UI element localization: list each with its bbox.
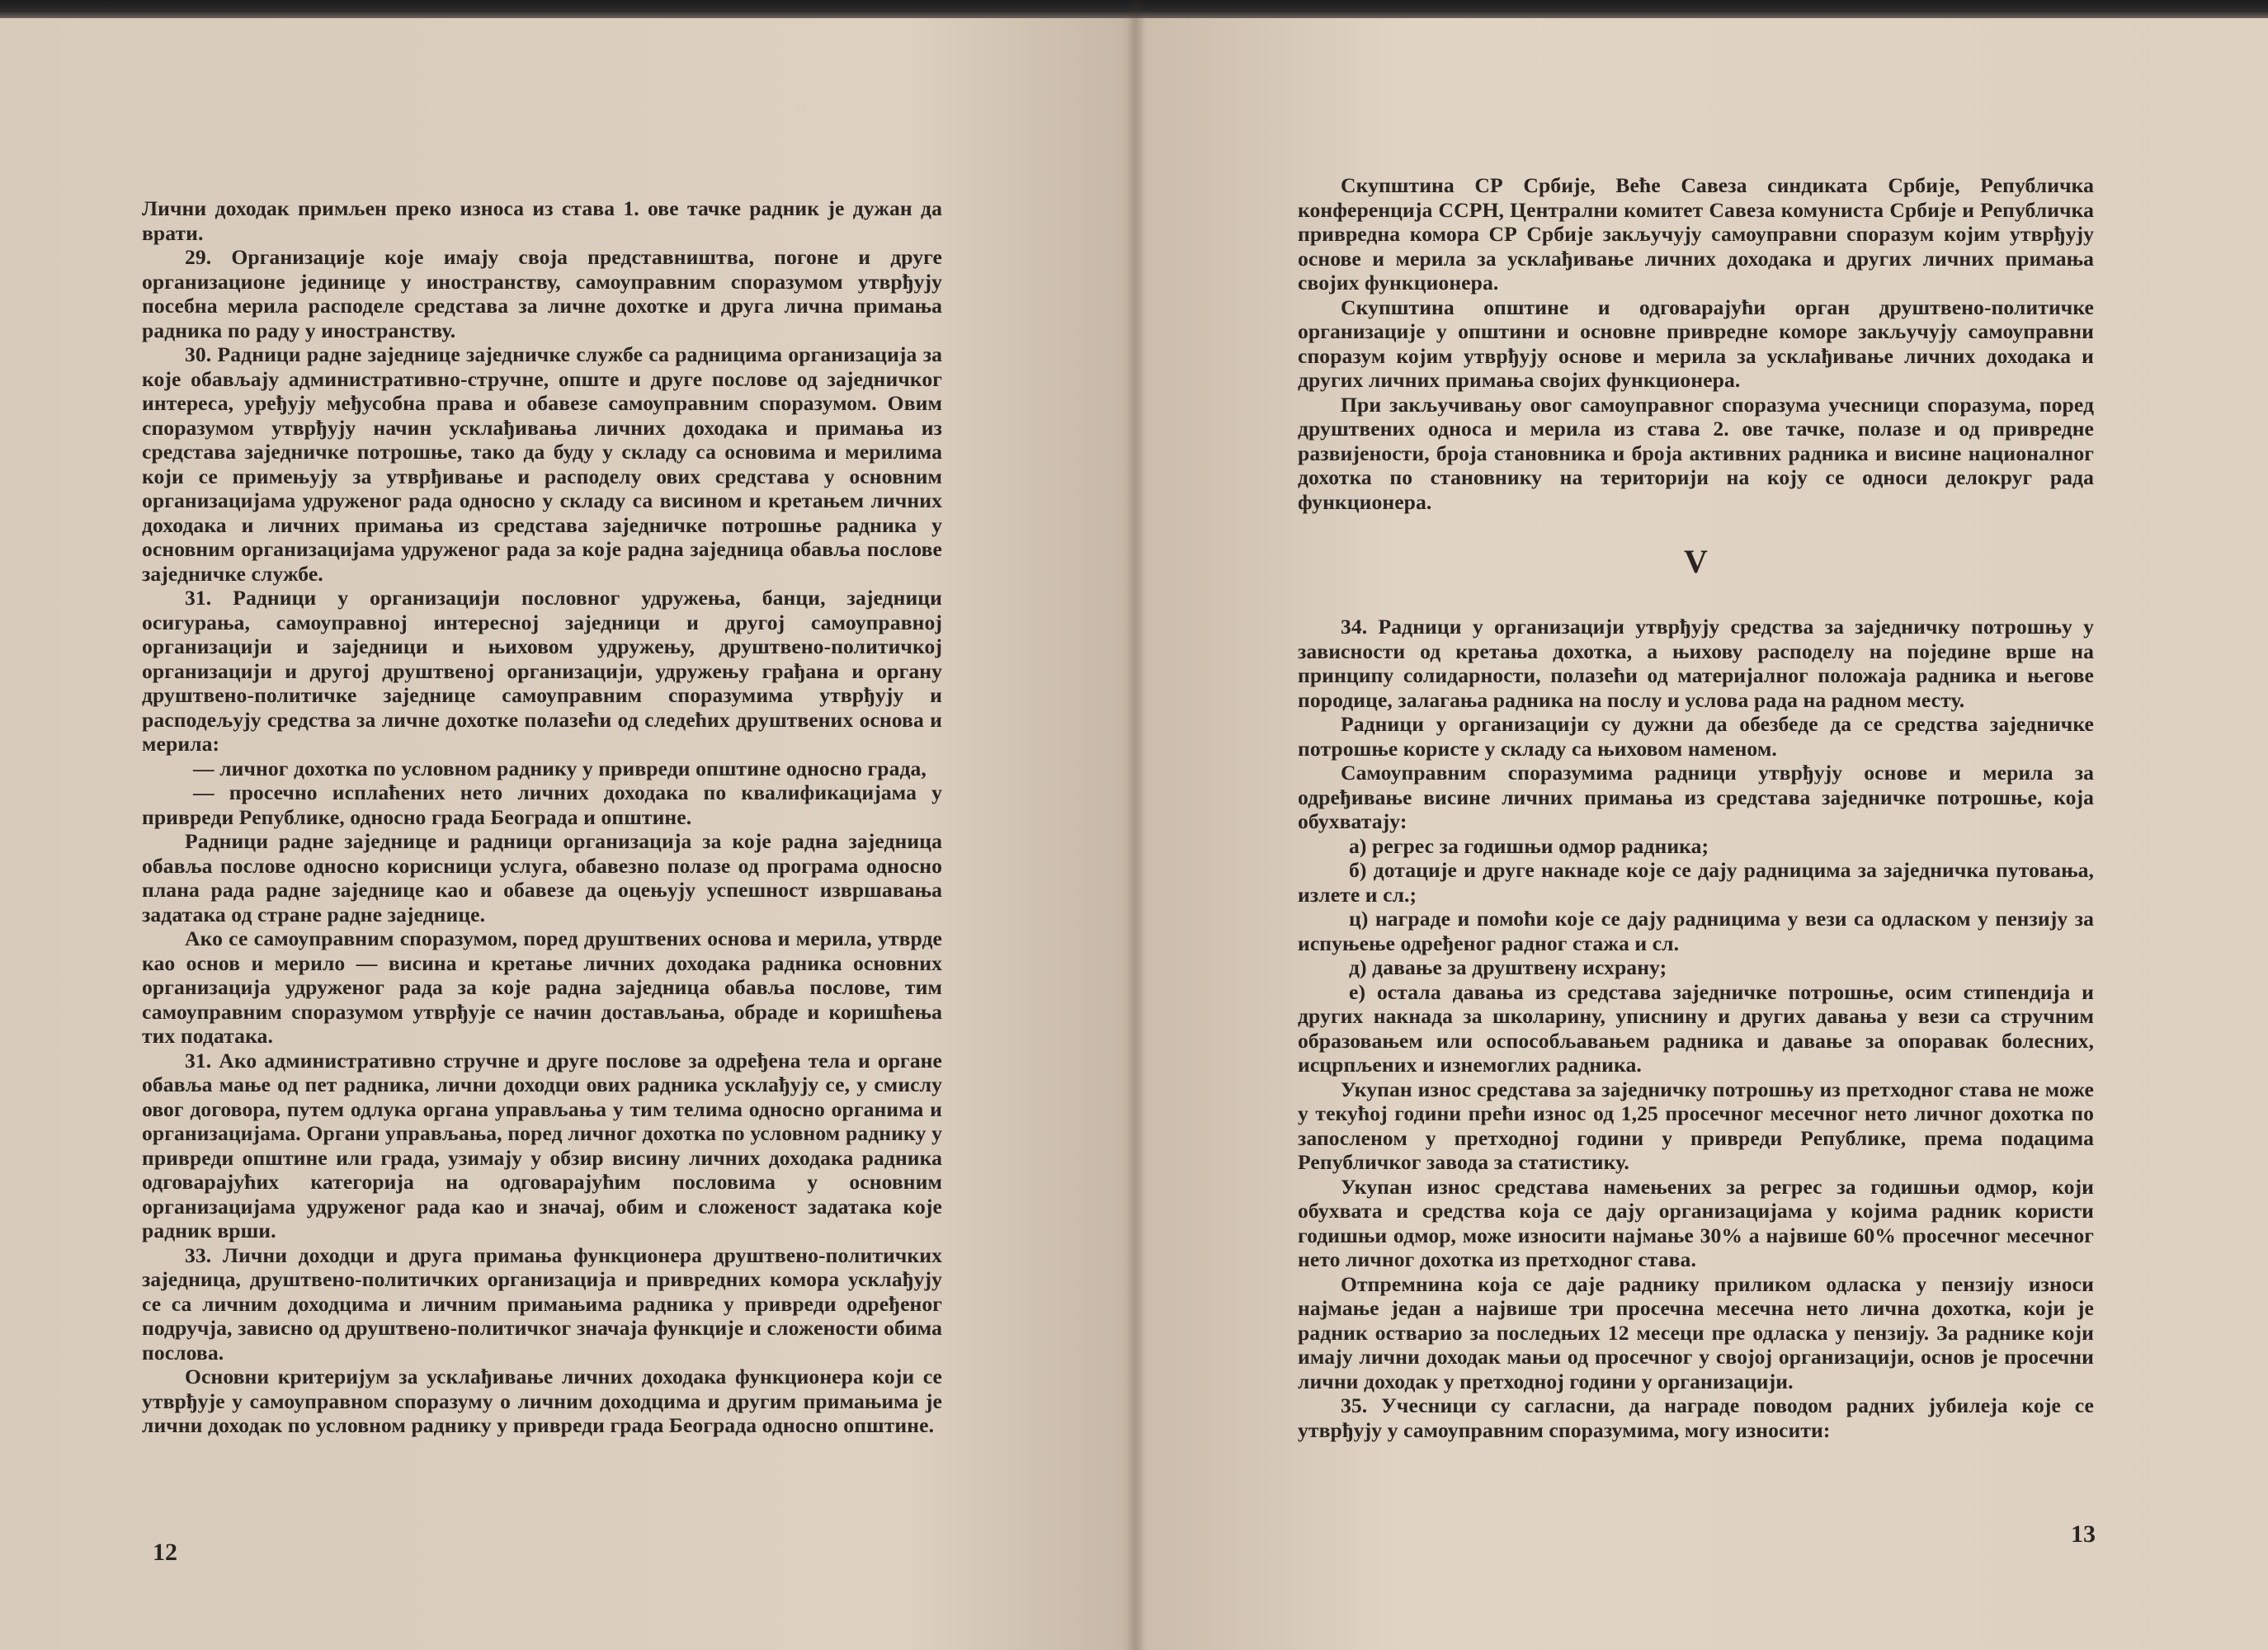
paragraph: Основни критеријум за усклађивање личних доходака функционера који се утврђује у самоуправном споразуму о личним доходцима и другим примањима је лични доходак по условном раднику у привреди града Београда односно општине. bbox=[142, 1365, 942, 1437]
paragraph-33: 33. Лични доходци и друга примања функционера друштвено-политичких заједница, друштвено-политичких организација и привредних комора усклађују се са личним доходцима и личним примањима радника у привреди одређеног подручја, зависно од друштвено-политичког значаја функције и сложености обима послова. bbox=[142, 1242, 942, 1365]
paragraph: Ако се самоуправним споразумом, поред друштвених основа и мерила, утврде као основ и мерило — висина и кретање личних доходака радника основних организација удруженог рада за које радна заједница обавља послове, тим самоуправним споразумом утврђује се начин достављања, обраде и коришћења тих података. bbox=[142, 926, 942, 1048]
paragraph: Отпремнина која се даје раднику приликом одласка у пензију износи најмање један а највише три просечна месечна нето лична дохотка, који је радник остварио за последњих 12 месеци пре одласка у пензију. За раднике који имају лични доходак мањи од просечног у својој организацији, основ је просечни лични доходак у претходној години у организацији. bbox=[1298, 1271, 2094, 1393]
book-spine bbox=[1127, 0, 1145, 1650]
paragraph-31: 31. Радници у организацији пословног удружења, банци, заједници осигурања, самоуправној интересној заједници и другој самоуправној организацији и заједници и њиховом удружењу, друштвено-политичкој организацији и другој друштвеној организацији, удружењу грађана и органу друштвено-политичке заједнице самоуправним споразумима утврђују и расподељују средства за личне дохотке полазећи од следећих друштвених основа и мерила: bbox=[142, 586, 942, 756]
list-item: б) дотације и друге накнаде које се дају радницима за заједничка путовања, излете и сл.; bbox=[1298, 858, 2094, 907]
paragraph: Скупштина СР Србије, Веће Савеза синдиката Србије, Републичка конференција ССРН, Централни комитет Савеза комуниста Србије и Републичка привредна комора СР Србије закључују самоуправни споразум којим утврђују основе и мерила за усклађивање личних доходака и других личних примања својих функционера. bbox=[1298, 173, 2094, 295]
paragraph-35: 35. Учесници су сагласни, да награде поводом радних јубилеја које се утврђују у самоуправним споразумима, могу износити: bbox=[1298, 1393, 2094, 1442]
list-item: д) давање за друштвену исхрану; bbox=[1349, 955, 1667, 979]
dash-item: — просечно исплаћених нето личних доходака по квалификацијама у привреди Републике, односно града Београда и општине. bbox=[142, 780, 942, 829]
list-item: а) регрес за годишњи одмор радника; bbox=[1349, 833, 1709, 858]
paragraph: Укупан износ средстава намењених за регрес за годишњи одмор, који обухвата и средства која се дају организацијама у којима радник користи годишњи одмор, може износити најмање 30% а највише 60% просечног месечног нето личног дохотка из претходног става. bbox=[1298, 1174, 2094, 1271]
paragraph: Радници радне заједнице и радници организација за које радна заједница обавља послове односно корисници услуга, обавезно полазе од програма односно плана рада радне заједнице као и обавезе да оцењују успешност извршавања задатака од стране радне заједнице. bbox=[142, 829, 942, 926]
list-item: ц) награде и помоћи које се дају радницима у вези са одласком у пензију за испуњење одређеног радног стажа и сл. bbox=[1298, 907, 2094, 955]
paragraph: Лични доходак примљен преко износа из става 1. ове тачке радник је дужан да врати. bbox=[142, 196, 942, 245]
dash-item: — личног дохотка по условном раднику у привреди општине односно града, bbox=[193, 756, 927, 780]
left-page-text bbox=[142, 196, 942, 1438]
section-heading: V bbox=[1684, 543, 1708, 580]
paragraph: При закључивању овог самоуправног споразума учесници споразума, поред друштвених односа и мерила из става 2. ове тачке, полазе и од привредне развијености, броја становника и броја активних радника и висине националног дохотка по становнику на територији на коју се односи делокруг рада функционера. bbox=[1298, 392, 2094, 514]
paragraph-29: 29. Организације које имају своја представништва, погоне и друге организационе јединице у иностранству, самоуправним споразумом утврђују посебна мерила расподеле средстава за личне дохотке и друга лична примања радника по раду у иностранству. bbox=[142, 245, 942, 342]
paragraph: Самоуправним споразумима радници утврђују основе и мерила за одређивање висине личних примања из средстава заједничке потрошње, која обухватају: bbox=[1298, 761, 2094, 833]
paragraph: Радници у организацији су дужни да обезбеде да се средства заједничке потрошње користе у складу са њиховом наменом. bbox=[1298, 712, 2094, 761]
paragraph: Укупан износ средстава за заједничку потрошњу из претходног става не може у текућој години прећи износ од 1,25 просечног месечног нето личног дохотка по запосленом у претходној години у привреди Републике, према подацима Републичког завода за статистику. bbox=[1298, 1077, 2094, 1174]
paragraph-34: 34. Радници у организацији утврђују средства за заједничку потрошњу у зависности од кретања дохотка, а њихову расподелу на поједине врше на принципу солидарности, полазећи од материјалног положаја радника и његове породице, залагања радника на послу и услова рада на радном месту. bbox=[1298, 615, 2094, 712]
page-number-right: 13 bbox=[2071, 1520, 2096, 1548]
paragraph: Скупштина општине и одговарајући орган друштвено-политичке организације у општини и основне привредне коморе закључују самоуправни споразум којим утврђују основе и мерила за усклађивање личних доходака и других личних примања својих функционера. bbox=[1298, 295, 2094, 392]
list-item: е) остала давања из средстава заједничке потрошње, осим стипендија и других накнада за школарину, уписнину и других давања у вези са стручним образовањем или оспособљавањем радника и давање за опоравак болесних, исцрпљених и изнемоглих радника. bbox=[1298, 979, 2094, 1077]
paragraph-30: 30. Радници радне заједнице заједничке службе са радницима организација за које обављају административно-стручне, опште и друге послове од заједничког интереса, уређују међусобна права и обавезе самоуправним споразумом. Овим споразумом утврђују начин усклађивања личних доходака и примања из средстава заједничке потрошње, тако да буду у складу са основима и мерилима који се примењују за утврђивање и расподелу ових средстава у основним организацијама удруженог рада односно у складу са висином и кретањем личних доходака и личних примања из средстава заједничке потрошње радника у основним организацијама удруженог рада за које радна заједница обавља послове заједничке службе. bbox=[142, 342, 942, 586]
right-page-text bbox=[1298, 173, 2094, 1442]
paragraph-31b: 31. Ако административно стручне и друге послове за одређена тела и органе обавља мање од пет радника, лични доходци ових радника усклађују се, у смислу овог договора, путем одлука органа управљања у тим телима односно органима и организацијама. Органи управљања, поред личног дохотка по условном раднику у привреди општине или града, узимају у обзир висину личних доходака радника одговарајућих категорија на одговарајућим пословима у основним организацијама удруженог рада као и значај, обим и сложеност задатака које радник врши. bbox=[142, 1048, 942, 1242]
page-number-left: 12 bbox=[153, 1539, 177, 1566]
